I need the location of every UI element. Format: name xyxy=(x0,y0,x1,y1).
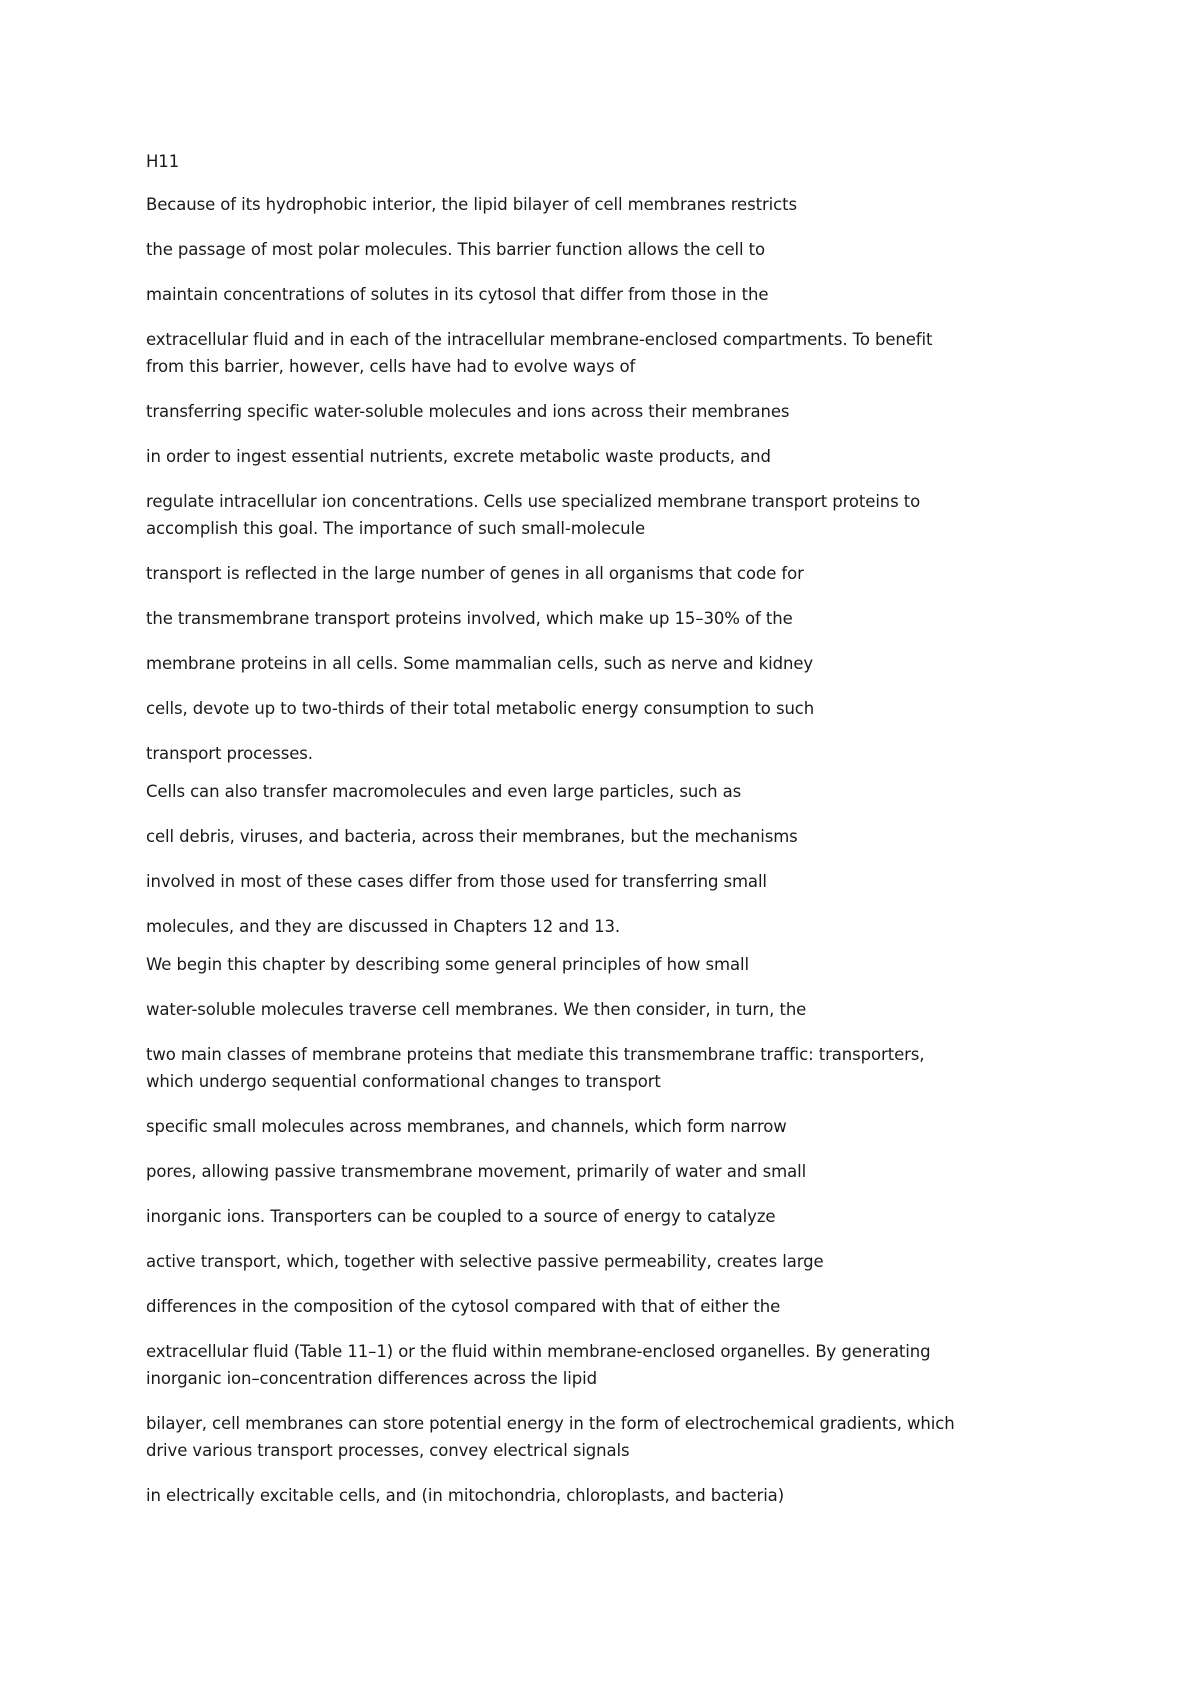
text-line: specific small molecules across membranes, and channels, which form narrow xyxy=(146,1117,787,1136)
text-line: involved in most of these cases differ from those used for transferring small xyxy=(146,872,767,891)
text-line: water-soluble molecules traverse cell membranes. We then consider, in turn, the xyxy=(146,1000,807,1019)
text-line: in electrically excitable cells, and (in mitochondria, chloroplasts, and bacteria) xyxy=(146,1486,785,1505)
text-line: cell debris, viruses, and bacteria, across their membranes, but the mechanisms xyxy=(146,827,798,846)
document-body xyxy=(146,148,1046,1527)
text-line: maintain concentrations of solutes in its cytosol that differ from those in the xyxy=(146,285,769,304)
text-line: molecules, and they are discussed in Chapters 12 and 13. xyxy=(146,917,621,936)
text-line: the passage of most polar molecules. This barrier function allows the cell to xyxy=(146,240,766,259)
text-line: inorganic ion–concentration differences across the lipid xyxy=(146,1369,597,1388)
text-line: transport is reflected in the large number of genes in all organisms that code for xyxy=(146,564,804,583)
text-line: two main classes of membrane proteins that mediate this transmembrane traffic: transporters, xyxy=(146,1045,925,1064)
text-line: inorganic ions. Transporters can be coupled to a source of energy to catalyze xyxy=(146,1207,776,1226)
text-line: in order to ingest essential nutrients, excrete metabolic waste products, and xyxy=(146,447,771,466)
text-line: cells, devote up to two-thirds of their total metabolic energy consumption to such xyxy=(146,699,815,718)
text-line: Because of its hydrophobic interior, the lipid bilayer of cell membranes restricts xyxy=(146,195,797,214)
text-line: active transport, which, together with selective passive permeability, creates large xyxy=(146,1252,824,1271)
text-line: pores, allowing passive transmembrane movement, primarily of water and small xyxy=(146,1162,807,1181)
text-line: differences in the composition of the cytosol compared with that of either the xyxy=(146,1297,781,1316)
text-line: We begin this chapter by describing some general principles of how small xyxy=(146,955,749,974)
text-line: Cells can also transfer macromolecules and even large particles, such as xyxy=(146,782,742,801)
text-line: drive various transport processes, convey electrical signals xyxy=(146,1441,630,1460)
text-line: regulate intracellular ion concentrations. Cells use specialized membrane transport proteins to xyxy=(146,492,921,511)
text-line: the transmembrane transport proteins involved, which make up 15–30% of the xyxy=(146,609,793,628)
text-line: accomplish this goal. The importance of such small-molecule xyxy=(146,519,646,538)
text-line: transport processes. xyxy=(146,744,313,763)
text-line: which undergo sequential conformational changes to transport xyxy=(146,1072,661,1091)
text-line: bilayer, cell membranes can store potential energy in the form of electrochemical gradients, which xyxy=(146,1414,955,1433)
section-heading: H11 xyxy=(146,152,180,171)
text-line: extracellular fluid (Table 11–1) or the fluid within membrane-enclosed organelles. By generating xyxy=(146,1342,931,1361)
text-line: membrane proteins in all cells. Some mammalian cells, such as nerve and kidney xyxy=(146,654,814,673)
text-line: from this barrier, however, cells have had to evolve ways of xyxy=(146,357,636,376)
text-line: transferring specific water-soluble molecules and ions across their membranes xyxy=(146,402,790,421)
text-line: extracellular fluid and in each of the intracellular membrane-enclosed compartments. To benefit xyxy=(146,330,933,349)
